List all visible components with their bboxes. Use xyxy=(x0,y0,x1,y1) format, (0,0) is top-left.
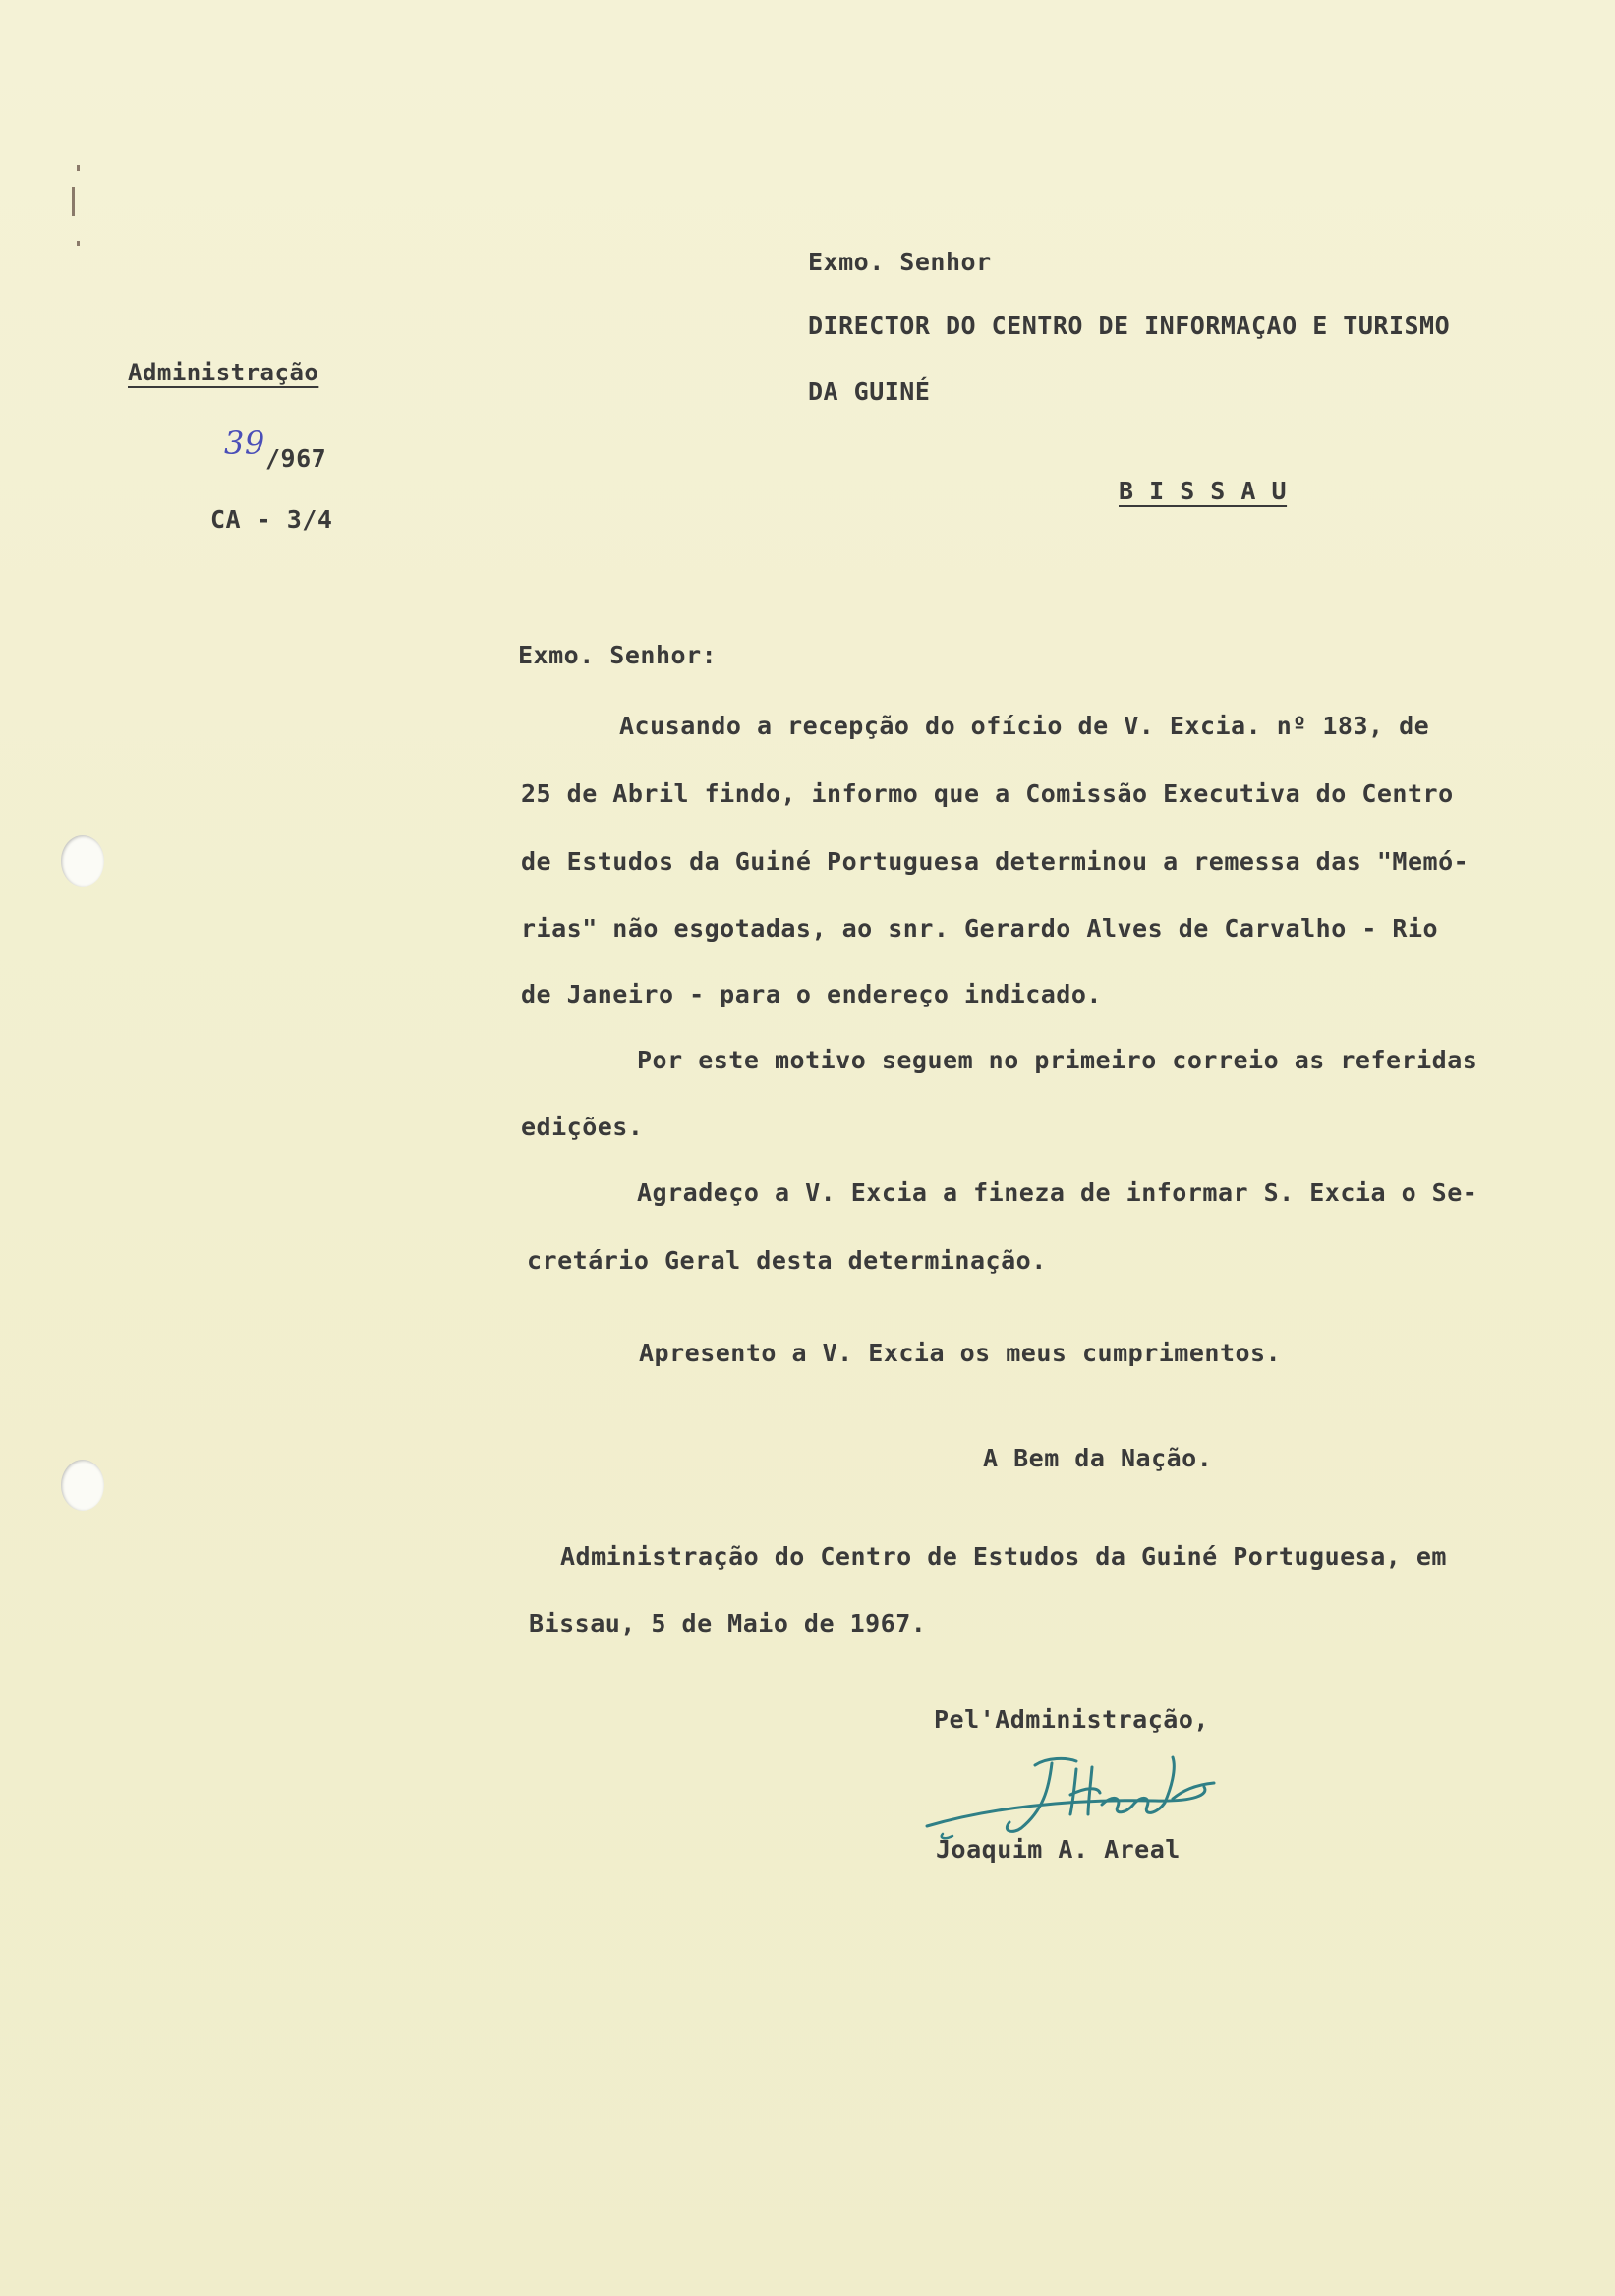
reference-number: 39 xyxy=(224,425,265,462)
margin-mark xyxy=(77,241,80,246)
body-line: edições. xyxy=(521,1113,644,1141)
signatory-name: Joaquim A. Areal xyxy=(936,1835,1181,1864)
margin-mark xyxy=(77,165,80,171)
body-line: rias" não esgotadas, ao snr. Gerardo Alves de Carvalho - Rio xyxy=(521,914,1439,943)
reference-year: /967 xyxy=(265,444,327,473)
body-line: de Estudos da Guiné Portuguesa determinou a remessa das "Memó- xyxy=(521,847,1470,876)
body-line: Acusando a recepção do ofício de V. Excia. nº 183, de xyxy=(619,712,1430,740)
handwritten-signature xyxy=(919,1740,1243,1848)
margin-mark xyxy=(72,187,75,216)
addressee-line2: DA GUINÉ xyxy=(808,377,931,406)
body-line: 25 de Abril findo, informo que a Comissão Executiva do Centro xyxy=(521,779,1454,808)
body-line: Por este motivo seguem no primeiro correio as referidas xyxy=(637,1046,1478,1074)
addressee-salutation: Exmo. Senhor xyxy=(808,248,992,276)
punch-hole-top xyxy=(61,835,104,887)
reference-code: CA - 3/4 xyxy=(210,505,333,534)
punch-hole-bottom xyxy=(61,1460,104,1511)
signoff: Pel'Administração, xyxy=(934,1705,1209,1734)
body-line: Agradeço a V. Excia a fineza de informar S. Excia o Se- xyxy=(637,1178,1478,1207)
addressee-line1: DIRECTOR DO CENTRO DE INFORMAÇAO E TURISMO xyxy=(808,312,1451,340)
body-line: cretário Geral desta determinação. xyxy=(527,1246,1047,1275)
addressee-city: B I S S A U xyxy=(1119,477,1288,505)
body-line: de Janeiro - para o endereço indicado. xyxy=(521,980,1102,1008)
place-line1: Administração do Centro de Estudos da Guiné Portuguesa, em xyxy=(560,1542,1447,1571)
motto: A Bem da Nação. xyxy=(983,1444,1213,1472)
body-line: Apresento a V. Excia os meus cumprimentos. xyxy=(639,1339,1282,1367)
reference-department: Administração xyxy=(128,359,319,386)
place-line2: Bissau, 5 de Maio de 1967. xyxy=(529,1609,927,1637)
greeting: Exmo. Senhor: xyxy=(518,641,718,669)
